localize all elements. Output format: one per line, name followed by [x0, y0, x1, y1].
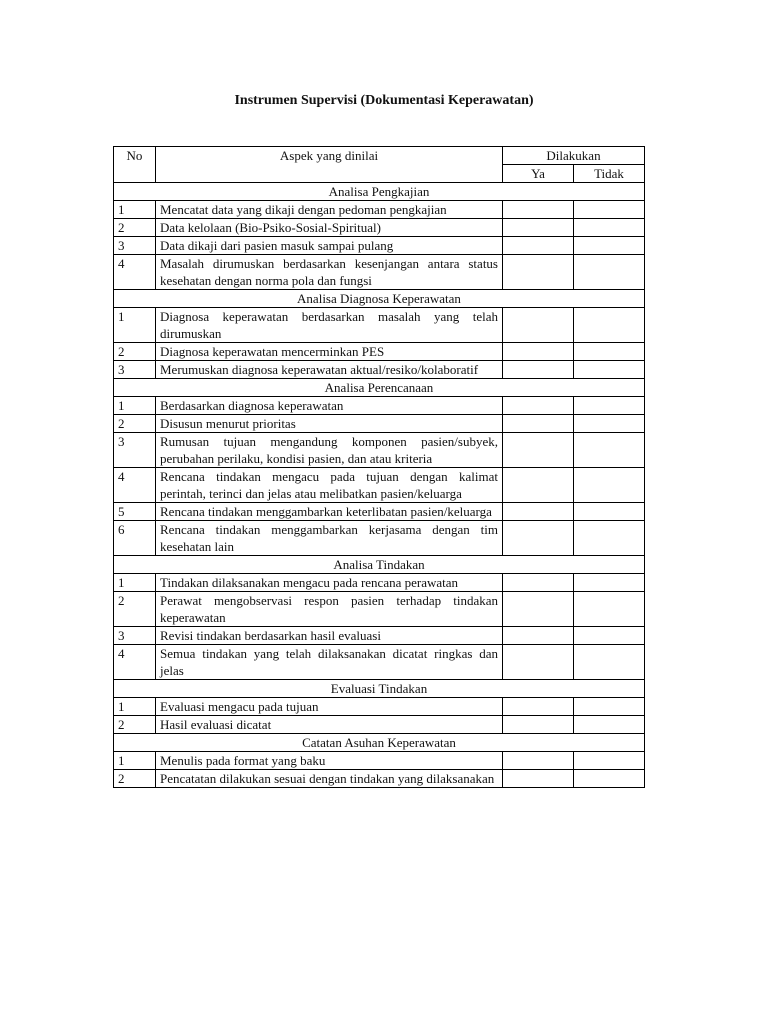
ya-cell[interactable]: [503, 592, 574, 627]
section-title: Analisa Diagnosa Keperawatan: [114, 290, 645, 308]
item-aspect: Diagnosa keperawatan berdasarkan masalah yang telah dirumuskan: [156, 308, 503, 343]
tidak-cell[interactable]: [574, 698, 645, 716]
table-row: [114, 521, 645, 556]
table-row: [114, 716, 645, 734]
ya-cell[interactable]: [503, 201, 574, 219]
tidak-cell[interactable]: [574, 237, 645, 255]
tidak-cell[interactable]: [574, 308, 645, 343]
table-row: [114, 397, 645, 415]
item-aspect: Data kelolaan (Bio-Psiko-Sosial-Spiritual): [156, 219, 503, 237]
header-tidak: Tidak: [574, 165, 645, 183]
item-aspect: Mencatat data yang dikaji dengan pedoman pengkajian: [156, 201, 503, 219]
tidak-cell[interactable]: [574, 574, 645, 592]
item-number: 1: [114, 308, 156, 343]
tidak-cell[interactable]: [574, 433, 645, 468]
ya-cell[interactable]: [503, 237, 574, 255]
item-number: 1: [114, 201, 156, 219]
item-number: 1: [114, 752, 156, 770]
item-aspect: Pencatatan dilakukan sesuai dengan tindakan yang dilaksanakan: [156, 770, 503, 788]
tidak-cell[interactable]: [574, 468, 645, 503]
ya-cell[interactable]: [503, 645, 574, 680]
section-row: [114, 183, 645, 201]
item-number: 6: [114, 521, 156, 556]
item-aspect: Data dikaji dari pasien masuk sampai pulang: [156, 237, 503, 255]
section-title: Catatan Asuhan Keperawatan: [114, 734, 645, 752]
table-row: [114, 752, 645, 770]
table-row: [114, 770, 645, 788]
table-row: [114, 308, 645, 343]
tidak-cell[interactable]: [574, 415, 645, 433]
item-aspect: Masalah dirumuskan berdasarkan kesenjangan antara status kesehatan dengan norma pola dan fungsi: [156, 255, 503, 290]
table-row: [114, 574, 645, 592]
table-row: [114, 627, 645, 645]
tidak-cell[interactable]: [574, 503, 645, 521]
item-aspect: Tindakan dilaksanakan mengacu pada rencana perawatan: [156, 574, 503, 592]
table-row: [114, 361, 645, 379]
item-aspect: Menulis pada format yang baku: [156, 752, 503, 770]
table-row: [114, 645, 645, 680]
ya-cell[interactable]: [503, 752, 574, 770]
ya-cell[interactable]: [503, 255, 574, 290]
tidak-cell[interactable]: [574, 627, 645, 645]
item-number: 4: [114, 468, 156, 503]
tidak-cell[interactable]: [574, 397, 645, 415]
header-aspek: Aspek yang dinilai: [156, 147, 503, 183]
table-row: [114, 201, 645, 219]
section-title: Evaluasi Tindakan: [114, 680, 645, 698]
item-aspect: Berdasarkan diagnosa keperawatan: [156, 397, 503, 415]
item-aspect: Revisi tindakan berdasarkan hasil evaluasi: [156, 627, 503, 645]
section-row: [114, 556, 645, 574]
table-row: [114, 468, 645, 503]
ya-cell[interactable]: [503, 770, 574, 788]
item-aspect: Merumuskan diagnosa keperawatan aktual/resiko/kolaboratif: [156, 361, 503, 379]
item-number: 1: [114, 574, 156, 592]
table-row: [114, 219, 645, 237]
document-title: Instrumen Supervisi (Dokumentasi Keperawatan): [234, 93, 534, 108]
ya-cell[interactable]: [503, 219, 574, 237]
item-aspect: Rumusan tujuan mengandung komponen pasien/subyek, perubahan perilaku, kondisi pasien, dan atau kriteria: [156, 433, 503, 468]
item-number: 5: [114, 503, 156, 521]
ya-cell[interactable]: [503, 415, 574, 433]
tidak-cell[interactable]: [574, 521, 645, 556]
ya-cell[interactable]: [503, 343, 574, 361]
section-row: [114, 379, 645, 397]
item-number: 2: [114, 592, 156, 627]
item-aspect: Perawat mengobservasi respon pasien terhadap tindakan keperawatan: [156, 592, 503, 627]
item-number: 2: [114, 716, 156, 734]
ya-cell[interactable]: [503, 716, 574, 734]
item-aspect: Rencana tindakan mengacu pada tujuan dengan kalimat perintah, terinci dan jelas atau melibatkan pasien/keluarga: [156, 468, 503, 503]
section-title: Analisa Perencanaan: [114, 379, 645, 397]
section-title: Analisa Tindakan: [114, 556, 645, 574]
tidak-cell[interactable]: [574, 201, 645, 219]
ya-cell[interactable]: [503, 503, 574, 521]
tidak-cell[interactable]: [574, 645, 645, 680]
item-number: 1: [114, 698, 156, 716]
ya-cell[interactable]: [503, 308, 574, 343]
table-row: [114, 592, 645, 627]
item-number: 4: [114, 255, 156, 290]
tidak-cell[interactable]: [574, 219, 645, 237]
table-row: [114, 415, 645, 433]
item-aspect: Hasil evaluasi dicatat: [156, 716, 503, 734]
ya-cell[interactable]: [503, 397, 574, 415]
section-row: [114, 290, 645, 308]
item-number: 2: [114, 343, 156, 361]
tidak-cell[interactable]: [574, 716, 645, 734]
table-row: [114, 237, 645, 255]
ya-cell[interactable]: [503, 433, 574, 468]
section-row: [114, 680, 645, 698]
item-number: 2: [114, 415, 156, 433]
tidak-cell[interactable]: [574, 592, 645, 627]
ya-cell[interactable]: [503, 574, 574, 592]
tidak-cell[interactable]: [574, 752, 645, 770]
table-body: [114, 183, 645, 788]
item-number: 2: [114, 770, 156, 788]
tidak-cell[interactable]: [574, 361, 645, 379]
section-row: [114, 734, 645, 752]
section-title: Analisa Pengkajian: [114, 183, 645, 201]
item-aspect: Semua tindakan yang telah dilaksanakan dicatat ringkas dan jelas: [156, 645, 503, 680]
item-aspect: Disusun menurut prioritas: [156, 415, 503, 433]
item-aspect: Diagnosa keperawatan mencerminkan PES: [156, 343, 503, 361]
tidak-cell[interactable]: [574, 343, 645, 361]
table-row: [114, 255, 645, 290]
ya-cell[interactable]: [503, 627, 574, 645]
header-ya: Ya: [503, 165, 574, 183]
table-row: [114, 503, 645, 521]
item-number: 4: [114, 645, 156, 680]
item-number: 1: [114, 397, 156, 415]
item-number: 3: [114, 237, 156, 255]
item-aspect: Rencana tindakan menggambarkan kerjasama dengan tim kesehatan lain: [156, 521, 503, 556]
supervision-table: [113, 146, 645, 788]
ya-cell[interactable]: [503, 468, 574, 503]
table-row: [114, 433, 645, 468]
item-number: 2: [114, 219, 156, 237]
table-row: [114, 343, 645, 361]
table-row: [114, 698, 645, 716]
tidak-cell[interactable]: [574, 770, 645, 788]
header-no: No: [114, 147, 156, 183]
item-number: 3: [114, 433, 156, 468]
ya-cell[interactable]: [503, 361, 574, 379]
ya-cell[interactable]: [503, 521, 574, 556]
tidak-cell[interactable]: [574, 255, 645, 290]
item-number: 3: [114, 361, 156, 379]
ya-cell[interactable]: [503, 698, 574, 716]
item-aspect: Rencana tindakan menggambarkan keterlibatan pasien/keluarga: [156, 503, 503, 521]
item-aspect: Evaluasi mengacu pada tujuan: [156, 698, 503, 716]
header-dilakukan: Dilakukan: [503, 147, 645, 165]
item-number: 3: [114, 627, 156, 645]
